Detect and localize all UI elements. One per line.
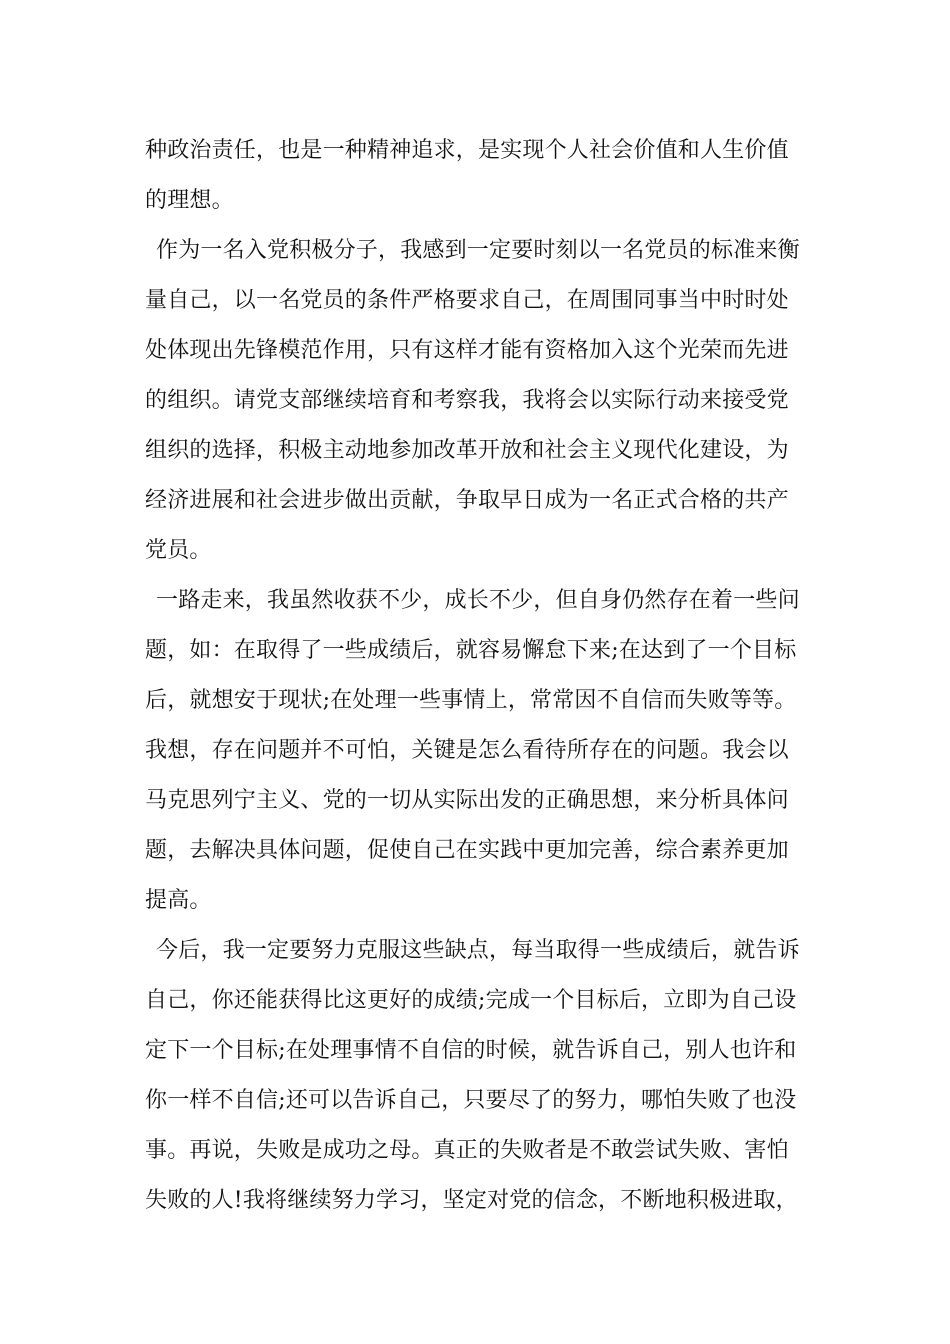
text-line: 题，如：在取得了一些成绩后，就容易懈怠下来;在达到了一个目标 bbox=[145, 638, 797, 663]
text-line: 马克思列宁主义、党的一切从实际出发的正确思想，来分析具体问 bbox=[145, 788, 789, 813]
text-line: 失败的人!我将继续努力学习，坚定对党的信念，不断地积极进取， bbox=[145, 1188, 798, 1213]
paragraph-start-line: 今后，我一定要努力克服这些缺点，每当取得一些成绩后，就告诉 bbox=[156, 938, 800, 963]
text-line: 定下一个目标;在处理事情不自信的时候，就告诉自己，别人也许和 bbox=[145, 1038, 797, 1063]
text-line: 的理想。 bbox=[145, 188, 234, 213]
text-line: 事。再说，失败是成功之母。真正的失败者是不敢尝试失败、害怕 bbox=[145, 1138, 789, 1163]
text-line: 党员。 bbox=[145, 538, 212, 563]
paragraph-start-line: 作为一名入党积极分子，我感到一定要时刻以一名党员的标准来衡 bbox=[156, 238, 800, 263]
text-line: 处体现出先锋模范作用，只有这样才能有资格加入这个光荣而先进 bbox=[145, 338, 789, 363]
text-line: 自己，你还能获得比这更好的成绩;完成一个目标后，立即为自己设 bbox=[145, 988, 797, 1013]
text-line: 的组织。请党支部继续培育和考察我，我将会以实际行动来接受党 bbox=[145, 388, 789, 413]
text-line: 组织的选择，积极主动地参加改革开放和社会主义现代化建设，为 bbox=[145, 438, 789, 463]
text-line: 后，就想安于现状;在处理一些事情上，常常因不自信而失败等等。 bbox=[145, 688, 797, 713]
text-line: 题，去解决具体问题，促使自己在实践中更加完善，综合素养更加 bbox=[145, 838, 789, 863]
text-line: 种政治责任，也是一种精神追求，是实现个人社会价值和人生价值 bbox=[145, 138, 789, 163]
text-line: 提高。 bbox=[145, 888, 212, 913]
text-line: 我想，存在问题并不可怕，关键是怎么看待所存在的问题。我会以 bbox=[145, 738, 789, 763]
text-line: 量自己，以一名党员的条件严格要求自己，在周围同事当中时时处 bbox=[145, 288, 789, 313]
document-body bbox=[145, 126, 825, 1226]
text-line: 你一样不自信;还可以告诉自己，只要尽了的努力，哪怕失败了也没 bbox=[145, 1088, 797, 1113]
paragraph-start-line: 一路走来，我虽然收获不少，成长不少，但自身仍然存在着一些问 bbox=[156, 588, 800, 613]
text-line: 经济进展和社会进步做出贡献，争取早日成为一名正式合格的共产 bbox=[145, 488, 789, 513]
